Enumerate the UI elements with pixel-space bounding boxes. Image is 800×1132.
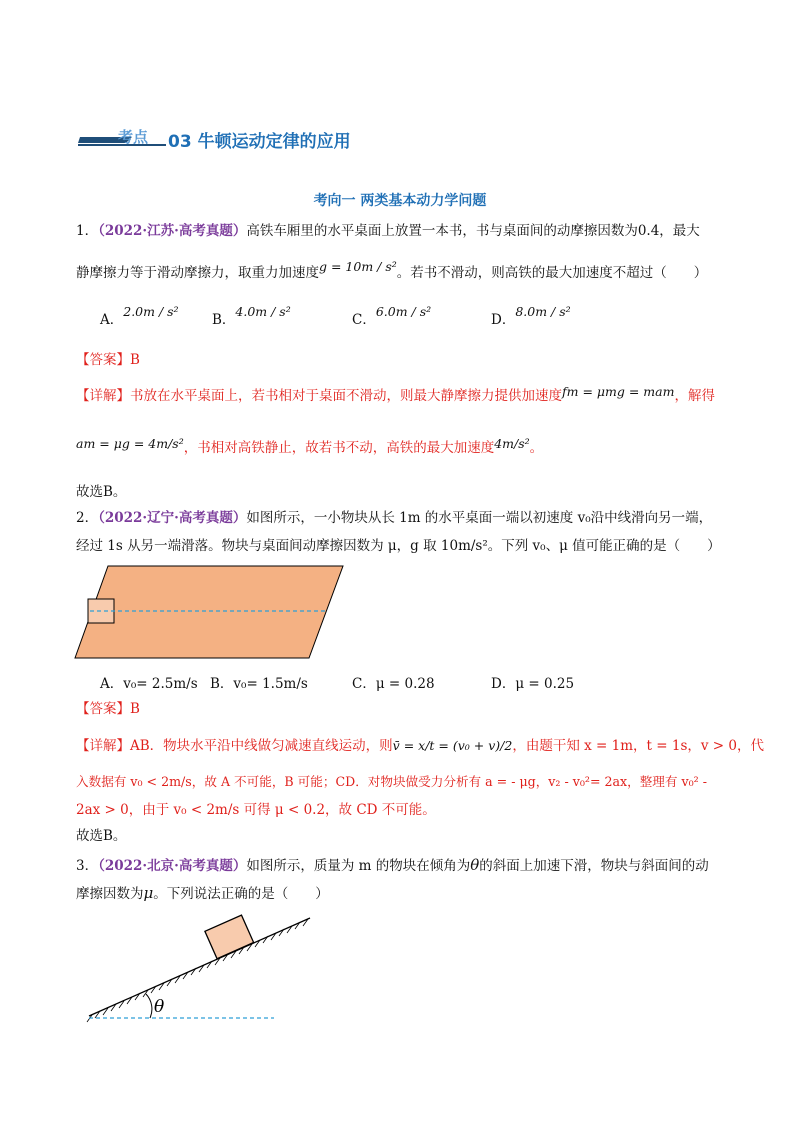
q2-detail-line3: 2ax > 0，由于 v₀ < 2m/s 可得 μ < 0.2，故 CD 不可能。 (76, 802, 436, 818)
q3-line2: 摩擦因数为μ。下列说法正确的是（ ） (76, 884, 329, 902)
q2-conclusion: 故选B。 (76, 828, 127, 844)
chapter-prefix: 考点 (118, 129, 149, 146)
table-surface (75, 566, 343, 658)
q1-detail-line2: am = μg = 4m/s²，书相对高铁静止，故若书不动，高铁的最大加速度4m/s²。 (76, 436, 544, 456)
q2-answer: 【答案】B (76, 701, 140, 717)
q2-figure-table (74, 565, 344, 660)
q2-line1: 2．（2022·辽宁·高考真题）如图所示，一小物块从长 1m 的水平桌面一端以初速度 v₀沿中线滑向另一端， (76, 510, 713, 526)
q3-source: （2022·北京·高考真题） (98, 858, 247, 874)
q1-option-d[interactable]: D．8.0m / s² (491, 304, 571, 328)
incline-line (89, 918, 310, 1016)
q2-option-d[interactable]: D．μ = 0.25 (491, 676, 575, 692)
q1-option-a[interactable]: A．2.0m / s² (100, 304, 179, 328)
q2-source: （2022·辽宁·高考真题） (98, 510, 247, 526)
q1-source: （2022·江苏·高考真题） (98, 223, 247, 239)
q1-number: 1． (76, 223, 99, 239)
chapter-title: 03 牛顿运动定律的应用 (168, 132, 351, 152)
q2-detail-line2: 入数据有 v₀ < 2m/s，故 A 不可能，B 可能；CD．对物块做受力分析有 a = - μg，v₂ - v₀²= 2ax，整理有 v₀² - (76, 774, 707, 789)
q2-line2: 经过 1s 从另一端滑落。物块与桌面间动摩擦因数为 μ，g 取 10m/s²。下列 v₀、μ 值可能正确的是（ ） (76, 538, 721, 554)
q1-formula-g: g = 10m / s² (319, 259, 397, 274)
q1-detail-line1: 【详解】书放在水平桌面上，若书相对于桌面不滑动，则最大静摩擦力提供加速度fm = μmg = mam，解得 (76, 384, 715, 404)
q2-option-c[interactable]: C．μ = 0.28 (352, 676, 435, 692)
q1-option-b[interactable]: B．4.0m / s² (212, 304, 291, 328)
q1-line2: 静摩擦力等于滑动摩擦力，取重力加速度g = 10m / s²。若书不滑动，则高铁的最大加速度不超过（ ） (76, 259, 708, 281)
section-title: 考向一 两类基本动力学问题 (313, 193, 487, 209)
angle-label: θ (154, 997, 165, 1017)
q3-line1: 3．（2022·北京·高考真题）如图所示，质量为 m 的物块在倾角为θ的斜面上加速下滑，物块与斜面间的动 (76, 856, 709, 874)
q1-text1: 高铁车厢里的水平桌面上放置一本书，书与桌面间的动摩擦因数为0.4，最大 (246, 223, 700, 239)
q2-detail-line1: 【详解】AB．物块水平沿中线做匀减速直线运动，则v̄ = x/t = (v₀ + v)/2，由题干知 x = 1m，t = 1s，v > 0，代 (76, 738, 764, 754)
q3-figure-incline (84, 912, 316, 1027)
angle-arc (146, 994, 152, 1018)
incline-hatching (87, 919, 308, 1022)
q1-conclusion: 故选B。 (76, 484, 127, 500)
q1-option-c[interactable]: C．6.0m / s² (352, 304, 432, 328)
q1-answer: 【答案】B (76, 352, 140, 368)
q2-option-b[interactable]: B．v₀= 1.5m/s (210, 676, 308, 692)
q1-line1 (76, 221, 700, 241)
incline-block (205, 915, 254, 959)
chapter-heading-decoration (78, 129, 168, 149)
q2-option-a[interactable]: A．v₀= 2.5m/s (100, 676, 198, 692)
